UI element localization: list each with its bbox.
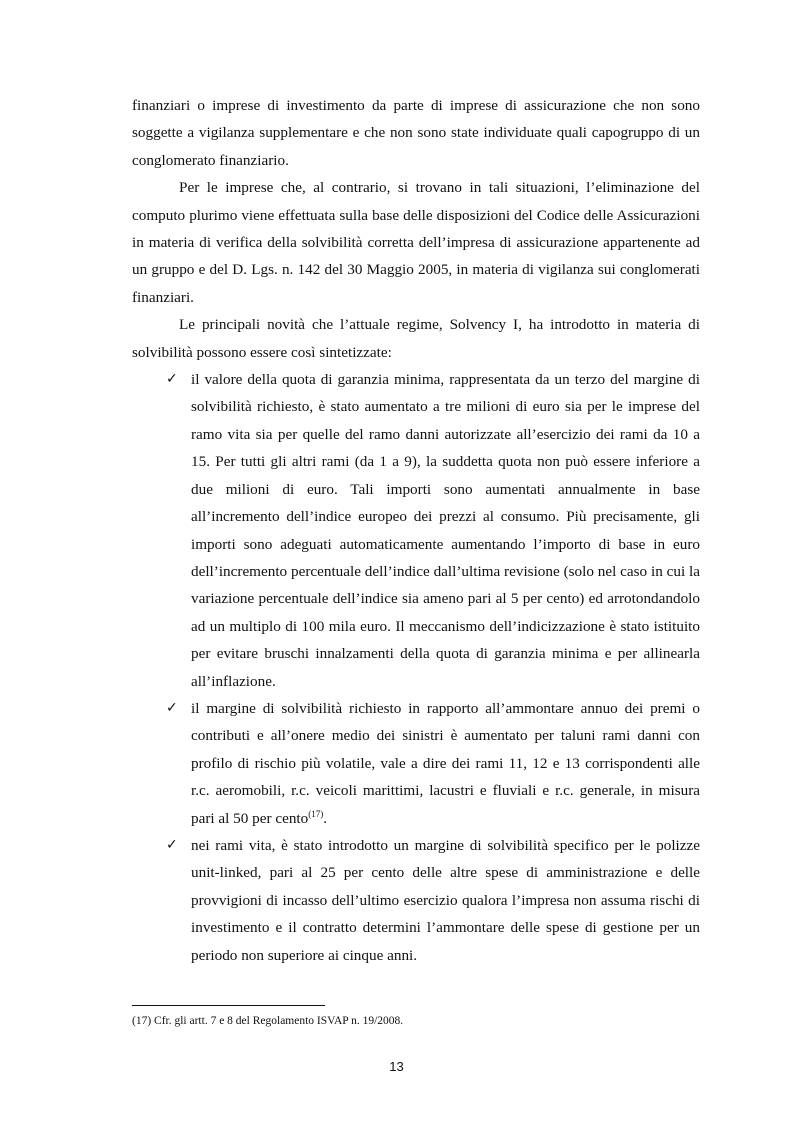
list-item	[132, 366, 700, 695]
novita-list	[132, 366, 700, 969]
list-item-text: nei rami vita, è stato introdotto un margine di solvibilità specifico per le polizze unit-linked, pari al 25 per cento delle altre spese di amministrazione e delle provvigioni di incasso dell’ultimo esercizio qualora l’impresa non assuma rischi di investimento e il contratto determini l’ammontare delle spese di gestione per un periodo non superiore ai cinque anni.	[191, 836, 700, 964]
list-item-text: il margine di solvibilità richiesto in rapporto all’ammontare annuo dei premi o contributi e all’onere medio dei sinistri è aumentato per taluni rami danni con profilo di rischio più volatile, vale a dire dei rami 11, 12 e 13 corrispondenti alle r.c. aeromobili, r.c. veicoli marittimi, lacustri e fluviali e r.c. generale, in misura pari al 50 per cento	[191, 699, 700, 827]
paragraph-continuation: finanziari o imprese di investimento da parte di imprese di assicurazione che non sono soggette a vigilanza supplementare e che non sono state individuate quali capogruppo di un conglomerato finanziario.	[132, 97, 700, 169]
checkmark-icon: ✓	[166, 836, 178, 853]
footnote-reference: (17)	[308, 808, 324, 819]
paragraph-novita: Le principali novità che l’attuale regime, Solvency I, ha introdotto in materia di solvibilità possono essere così sintetizzate:	[132, 316, 700, 361]
page-number: 13	[389, 1059, 404, 1074]
checkmark-icon: ✓	[166, 699, 178, 716]
list-item	[132, 695, 700, 832]
list-item-text: il valore della quota di garanzia minima, rappresentata da un terzo del margine di solvibilità richiesto, è stato aumentato a tre milioni di euro sia per le imprese del ramo vita sia per quelle del ramo danni autorizzate all’esercizio dei rami da 10 a 15. Per tutti gli altri rami (da 1 a 9), la suddetta quota non può essere inferiore a due milioni di euro. Tali importi sono aumentati annualmente in base all’incremento dell’indice europeo dei prezzi al consumo. Più precisamente, gli importi sono adeguati automaticamente aumentando l’importo di base in euro dell’incremento percentuale dell’indice dall’ultima revisione (solo nel caso in cui la variazione percentuale dell’indice sia ameno pari al 5 per cento) ed arrotondandolo ad un multiplo di 100 mila euro. Il meccanismo dell’indicizzazione è stato istituito per evitare bruschi innalzamenti della quota di garanzia minima e per allinearla all’inflazione.	[191, 371, 700, 690]
paragraph-eliminazione: Per le imprese che, al contrario, si trovano in tali situazioni, l’eliminazione del computo plurimo viene effettuata sulla base delle disposizioni del Codice delle Assicurazioni in materia di verifica della solvibilità corretta dell’impresa di assicurazione appartenente ad un gruppo e del D. Lgs. n. 142 del 30 Maggio 2005, in materia di vigilanza sui conglomerati finanziari.	[132, 179, 700, 306]
checkmark-icon: ✓	[166, 371, 178, 388]
page-body	[132, 92, 700, 969]
footnote-divider	[132, 1005, 325, 1006]
list-item	[132, 832, 700, 969]
footnote: (17) Cfr. gli artt. 7 e 8 del Regolamento ISVAP n. 19/2008.	[132, 1015, 404, 1027]
list-item-text-end: .	[323, 809, 328, 827]
